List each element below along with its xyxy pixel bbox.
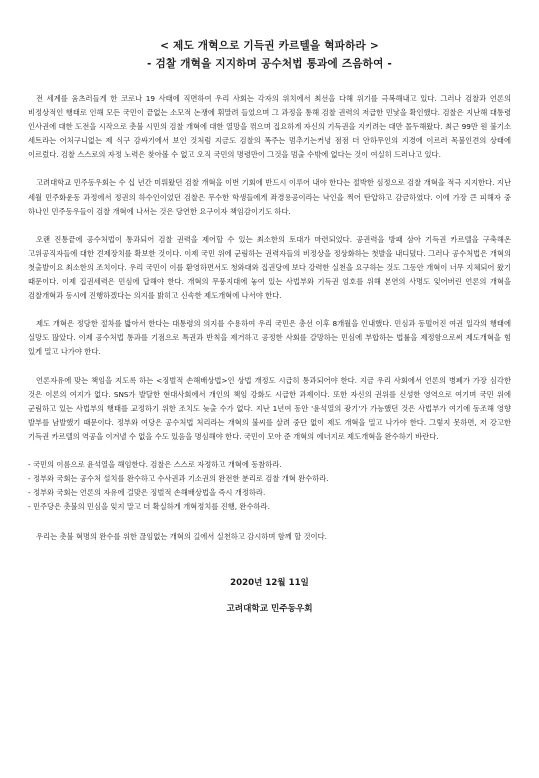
paragraph-2: 고려대학교 민주동우회는 수 십 년간 미뤄왔던 검찰 개혁을 이번 기회에 반드시 이루어 내야 한다는 절박한 심정으로 검찰 개혁을 적극 지지한다. 지난 세월 민주화운동 과정에서 정권의 하수인이었던 검찰은 무수한 학생들에게 좌경용공이라는 낙인을 찍어 탄압하고 감금하였다. 이에 가장 큰 피해자 중 하나인 민주동우들이 검찰 개혁에 나서는 것은 당연한 요구이자 책임감이기도 하다. <box>28 178 511 216</box>
document-subtitle: - 검찰 개혁을 지지하며 공수처법 통과에 즈음하여 - <box>146 58 393 70</box>
closing-statement: 우리는 촛불 혁명의 완수를 위한 끊임없는 개혁의 길에서 실천하고 감시하며 함께 할 것이다. <box>36 532 327 542</box>
paragraph-1: 전 세계를 움츠러들게 한 코로나 19 사태에 직면하여 우리 사회는 각자의 위치에서 최선을 다해 위기를 극복해내고 있다. 그러나 검찰과 언론의 비정상적인 행태로 인해 모든 국민이 끝없는 소모적 논쟁에 휘말려 들었으며 그 과정을 통해 검찰 권력의 저급한 민낯을 확인했다. 검찰은 지난해 대통령 인사권에 대한 도전을 시작으로 촛불 시민의 검찰 개혁에 대한 열망을 꺾으며 집요하게 자신의 기득권을 지키려는 대만 몰두해왔다. 최근 99만 원 불기소 세트라는 어처구니없는 제 식구 감싸기에서 보인 것처럼 지금도 검찰의 폭주는 멈추기는커녕 점점 더 안하무인의 지경에 이르러 목불인견의 상태에 이르렀다. 검찰 스스로의 자정 노력은 찾아볼 수 없고 오직 국민의 명령만이 그것을 멈출 수밖에 없다는 것이 여실히 드러나고 있다. <box>28 94 511 160</box>
paragraph-4: 제도 개혁은 정당한 절차를 밟아서 한다는 대통령의 의지를 수용하여 우리 국민은 총선 이후 8개월을 인내했다. 민심과 동떨어진 여권 일각의 행태에 실망도 많았다. 이제 공수처법 통과를 기점으로 특권과 반칙을 제거하고 공정한 사회를 갈망하는 민심에 부합하는 법률을 제정함으로써 제도개혁을 힘 있게 밀고 나가야 한다. <box>28 319 511 357</box>
paragraph-3: 오랜 진통끝에 공수처법이 통과되어 검찰 권력을 제어할 수 있는 최소한의 토대가 마련되었다. 공권력을 방패 삼아 기득권 카르텔을 구축해온 고위공직자들에 대한 견제장치를 확보한 것이다. 이제 국민 위에 군림하는 권력자들의 비정상을 정상화하는 첫발을 내디뎠다. 그러나 공수처법은 개혁의 첫출발이요 최소한의 조치이다. 우리 국민이 이를 환영하면서도 청와대와 집권당에 보다 강력한 실천을 요구하는 것도 그동안 개혁이 너무 지체되어 왔기 때문이다. 이제 집권세력은 민심에 답해야 한다. 개혁의 무풍지대에 놓여 있는 사법부와 기득권 엄호를 위해 본연의 사명도 잊어버린 언론의 개혁을 검찰개혁과 동시에 진행하겠다는 의지를 밝히고 신속한 제도개혁에 나서야 한다. <box>28 234 511 301</box>
demand-item: - 국민의 이름으로 윤석열을 해임한다. 검찰은 스스로 자정하고 개혁에 동참하라. <box>28 459 282 469</box>
paragraph-5: 언론자유에 맞는 책임을 지도록 하는 <징벌적 손해배상법>인 상법 개정도 시급히 통과되어야 한다. 지금 우리 사회에서 언론의 병폐가 가장 심각한 것은 이론의 여지가 없다. SNS가 발달한 현대사회에서 개인의 책임 강화도 시급한 과제이다. 또한 자신의 권위를 신성한 영역으로 여기며 국민 위에 군림하고 있는 사법부의 행태를 교정하기 위한 조치도 늦출 수가 없다. 지난 1년여 동안 '윤석열의 광기'가 가능했던 것은 사법부가 여기에 동조해 영향 발부를 남발했기 때문이다. 정부와 여당은 공수처법 처리라는 개혁의 불씨를 살려 중단 없이 제도 개혁을 밀고 나가야 한다. 그렇지 못하면, 저 강고한 기득권 카르텔의 역공을 이겨낼 수 없을 수도 있음을 명심해야 한다. 국민이 모아 준 개혁의 에너지로 제도개혁을 완수하기 바란다. <box>28 375 511 441</box>
statement-date: 2020년 12월 11일 <box>230 578 309 589</box>
signature: 고려대학교 민주동우회 <box>226 604 313 615</box>
demands-list <box>28 458 511 514</box>
document-title: < 제도 개혁으로 기득권 카르텔을 혁파하라 > <box>160 40 379 52</box>
demand-item: - 민주당은 촛불의 민심을 잊지 말고 더 확실하게 개혁정치를 진행, 완수하라. <box>28 502 270 512</box>
demand-item: - 정부와 국회는 언론의 자유에 걸맞은 징벌적 손해배상법을 즉시 개정하라. <box>28 488 266 498</box>
demand-item: - 정부와 국회는 공수처 설치를 완수하고 수사권과 기소권의 완전한 분리로 검찰 개혁 완수하라. <box>28 474 329 484</box>
